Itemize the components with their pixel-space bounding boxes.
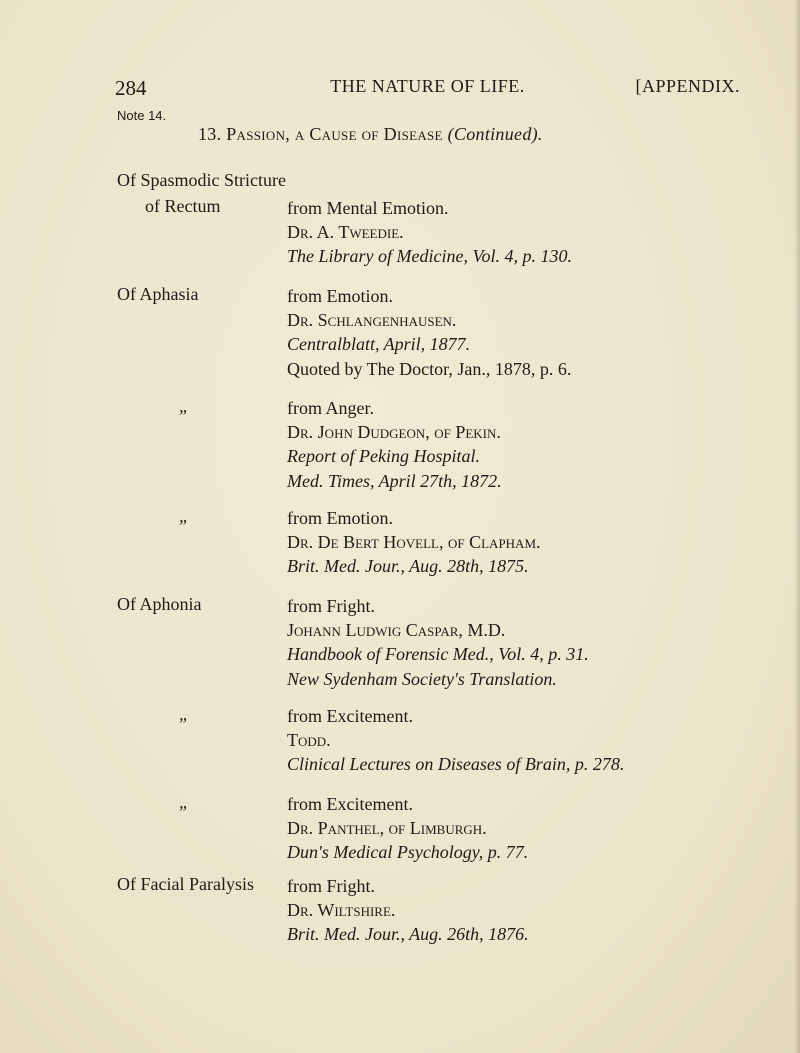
intro-line: Of Spasmodic Stricture: [117, 170, 286, 190]
citation-block: [287, 196, 767, 269]
citation-note: Med. Times, April 27th, 1872.: [287, 470, 502, 491]
citation-source: The Library of Medicine, Vol. 4, p. 130.: [287, 246, 572, 267]
heading-title: Passion, a Cause of Disease: [226, 124, 443, 144]
citation-author: Johann Ludwig Caspar, M.D.: [287, 620, 506, 641]
section-heading: [198, 124, 543, 145]
citation-note: Quoted by The Doctor, Jan., 1878, p. 6.: [287, 358, 572, 379]
citation-cause: from Fright.: [287, 876, 375, 896]
page-header: [115, 76, 740, 106]
citation-author: Dr. Wiltshire.: [287, 900, 396, 921]
page-number: 284: [115, 76, 147, 100]
condition-label: Of Facial Paralysis: [117, 874, 254, 894]
citation-block: [287, 284, 767, 381]
citation-block: [287, 704, 767, 777]
section-label: [APPENDIX.: [635, 76, 740, 96]
citation-block: [287, 874, 767, 947]
condition-label: Of Aphasia: [117, 284, 199, 304]
citation-cause: from Excitement.: [287, 794, 413, 814]
citation-cause: from Fright.: [287, 596, 375, 616]
citation-block: [287, 594, 767, 691]
ditto-mark: „: [179, 396, 190, 416]
running-title: THE NATURE OF LIFE.: [330, 76, 525, 96]
citation-cause: from Anger.: [287, 398, 374, 418]
citation-source: Clinical Lectures on Diseases of Brain, p. 278.: [287, 754, 625, 775]
citation-cause: from Emotion.: [287, 508, 393, 528]
citation-source: Dun's Medical Psychology, p. 77.: [287, 842, 529, 863]
citation-source: Brit. Med. Jour., Aug. 28th, 1875.: [287, 556, 529, 577]
citation-source: Report of Peking Hospital.: [287, 446, 480, 467]
citation-author: Dr. Panthel, of Limburgh.: [287, 818, 487, 839]
ditto-mark: „: [179, 506, 190, 526]
citation-note: New Sydenham Society's Translation.: [287, 668, 557, 689]
note-reference: Note 14.: [117, 108, 167, 123]
citation-block: [287, 792, 767, 865]
heading-continued: (Continued).: [447, 124, 543, 144]
citation-author: Dr. De Bert Hovell, of Clapham.: [287, 532, 541, 553]
citation-block: [287, 396, 767, 493]
page-edge-shadow: [794, 0, 800, 1053]
citation-author: Dr. A. Tweedie.: [287, 222, 404, 243]
citation-source: Centralblatt, April, 1877.: [287, 334, 471, 355]
heading-number: 13.: [198, 124, 222, 144]
ditto-mark: „: [179, 792, 190, 812]
citation-source: Brit. Med. Jour., Aug. 26th, 1876.: [287, 924, 529, 945]
citation-author: Todd.: [287, 730, 331, 751]
condition-label: Of Aphonia: [117, 594, 202, 614]
citation-block: [287, 506, 767, 579]
citation-cause: from Mental Emotion.: [287, 198, 449, 218]
citation-author: Dr. Schlangenhausen.: [287, 310, 457, 331]
ditto-mark: „: [179, 704, 190, 724]
citation-cause: from Excitement.: [287, 706, 413, 726]
citation-cause: from Emotion.: [287, 286, 393, 306]
citation-author: Dr. John Dudgeon, of Pekin.: [287, 422, 501, 443]
citation-source: Handbook of Forensic Med., Vol. 4, p. 31.: [287, 644, 589, 665]
condition-label: of Rectum: [145, 196, 221, 216]
